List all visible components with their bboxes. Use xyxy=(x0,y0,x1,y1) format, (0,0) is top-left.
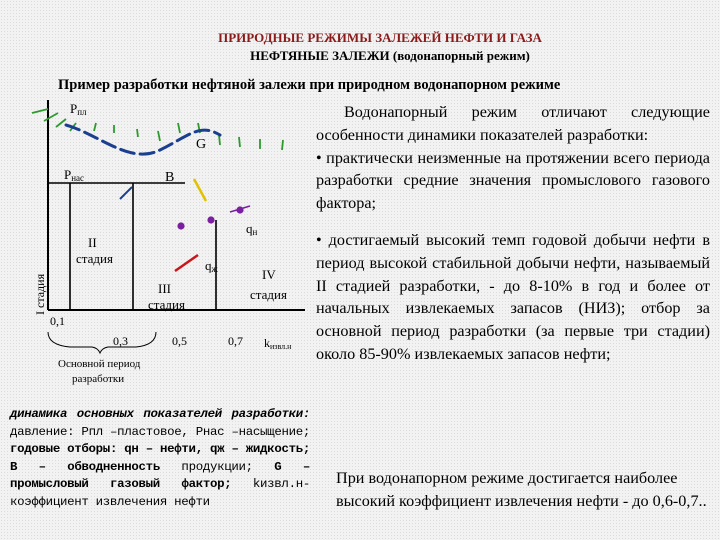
features-text xyxy=(316,101,710,366)
slide-title: ПРИРОДНЫЕ РЕЖИМЫ ЗАЛЕЖЕЙ НЕФТИ И ГАЗА xyxy=(218,30,542,45)
caption-part3: годовые отборы: qн – нефти, qж – жидкость; В – обводненность xyxy=(10,442,310,474)
caption-part6: kизвл.н-коэффициент извлечения нефти xyxy=(10,477,310,509)
label-q-n: qн xyxy=(246,221,258,237)
label-p-pl: Рпл xyxy=(70,101,87,117)
main-period-label-1: Основной период xyxy=(58,358,141,370)
label-p-nas: Рнас xyxy=(64,167,85,183)
example-heading: Пример разработки нефтяной залежи при природном водонапорном режиме xyxy=(58,77,561,93)
caption-part2: давление: Рпл –пластовое, Рнас –насыщение; xyxy=(10,424,310,439)
feature-bullet-2: • достигаемый высокий темп годовой добычи нефти в период высокой стабильной добычи нефти, называемый II стадией разработки, - до 8-10% в год и более от начальных извлекаемых запасов (НИЗ); отбор за основной период разработки (за первые три стадии) около 85-90% извлекаемых запасов нефти; xyxy=(316,230,710,363)
conclusion-paragraph: При водонапорном режиме достигается наиболее высокий коэффициент извлечения нефти - до 0,6-0,7.. xyxy=(336,469,707,510)
slide-subtitle-regime: НЕФТЯНЫЕ ЗАЛЕЖИ (водонапорный режим) xyxy=(250,48,530,63)
caption-part5: G – промысловый газовый фактор; xyxy=(10,459,310,492)
diagram-caption xyxy=(10,406,310,512)
label-g: G xyxy=(196,137,207,152)
caption-part4: продукции; xyxy=(159,459,275,474)
label-stage-3-word: стадия xyxy=(148,297,185,312)
water-points xyxy=(177,206,243,229)
label-stage-2-num: II xyxy=(88,235,97,250)
label-stage-4-word: стадия xyxy=(250,287,287,302)
conclusion-text xyxy=(336,467,710,513)
x-tick-label: 0,3 xyxy=(113,334,128,348)
feature-bullet-1: • практически неизменные на протяжении всего периода разработки средние значения промыслового газового фактора; xyxy=(316,148,710,213)
features-intro: Водонапорный режим отличают следующие особенности динамики показателей разработки: xyxy=(316,103,710,144)
main-period-bracket xyxy=(48,332,156,353)
label-stage-3-num: III xyxy=(158,281,171,296)
caption-part1: динамика основных показателей разработки: xyxy=(10,407,310,421)
label-b: В xyxy=(165,170,175,185)
development-diagram xyxy=(0,95,318,405)
x-tick-label: 0,7 xyxy=(228,334,243,348)
label-q-zh: qж xyxy=(205,258,218,274)
b-pointer xyxy=(120,187,132,199)
label-stage-4-num: IV xyxy=(262,267,276,282)
main-period-label-2: разработки xyxy=(72,373,125,385)
label-stage-1: I стадия xyxy=(33,273,47,315)
label-stage-2-word: стадия xyxy=(76,251,113,266)
label-k-izvl: kизвл.н xyxy=(264,336,292,351)
x-tick-label: 0,1 xyxy=(50,314,65,328)
water-cut-line xyxy=(194,179,206,201)
x-tick-label: 0,5 xyxy=(172,334,187,348)
q-curve xyxy=(175,255,198,271)
